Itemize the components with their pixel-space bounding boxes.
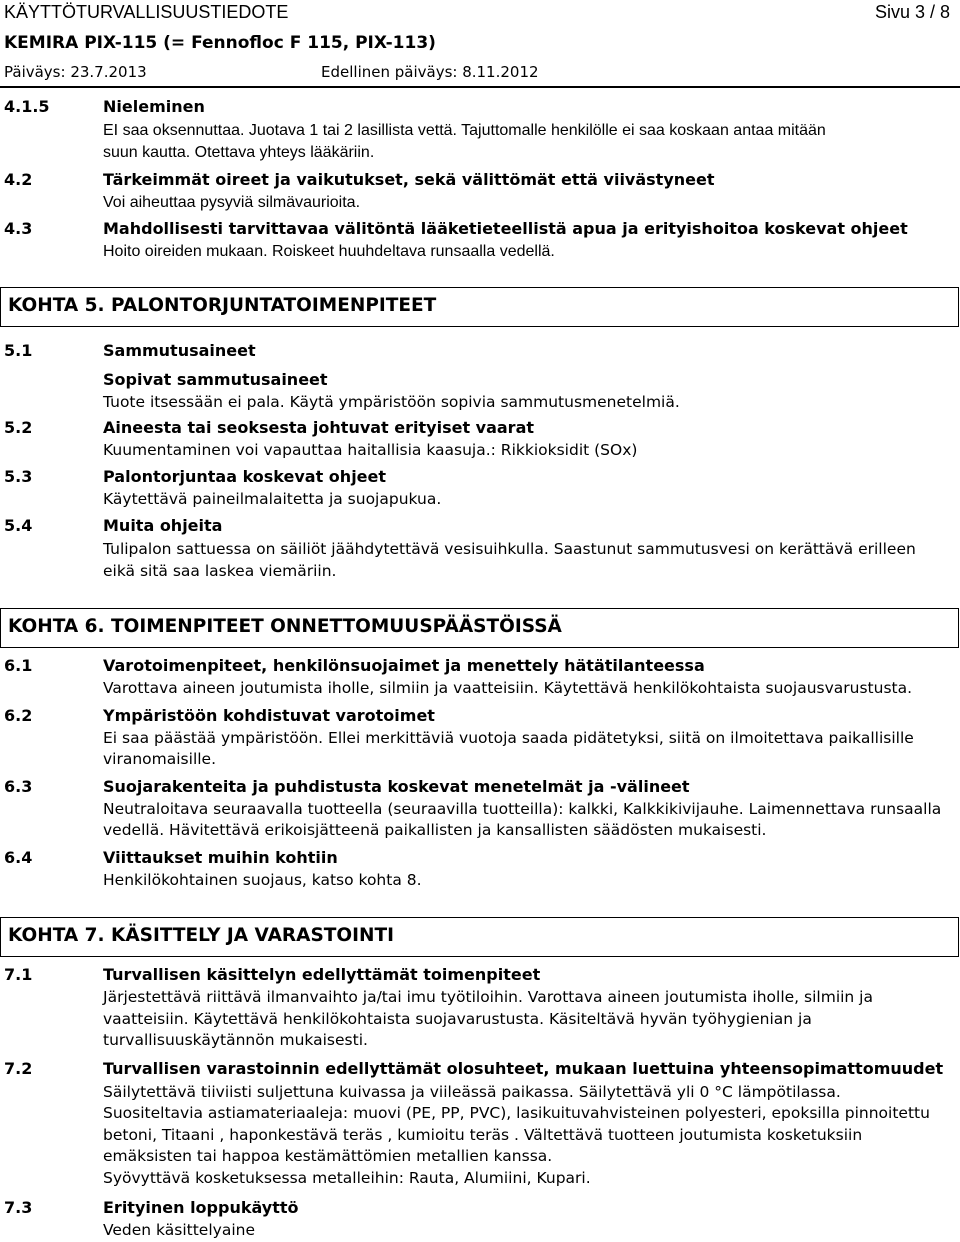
subsection-title: Turvallisen varastoinnin edellyttämät olosuhteet, mukaan luettuina yhteensopimattomuudet [103, 1059, 944, 1078]
subsection-title: Aineesta tai seoksesta johtuvat erityiset vaarat [103, 418, 535, 437]
subsection-number: 4.2 [4, 170, 33, 189]
subsection-title: Ympäristöön kohdistuvat varotoimet [103, 706, 435, 725]
body-text: Varottava aineen joutumista iholle, silmiin ja vaatteisiin. Käytettävä henkilökohtaista suojausvarustusta. [103, 679, 913, 697]
page-number: Sivu 3 / 8 [874, 2, 950, 22]
body-text: vedellä. Hävitettävä erikoisjätteenä paikallisten ja kansallisten säädösten mukaisesti. [103, 821, 767, 839]
subsection-number: 7.1 [4, 965, 33, 984]
subsection-number: 5.1 [4, 341, 33, 360]
body-text: vaatteisiin. Käytettävä henkilökohtaista suojavarustusta. Käsiteltävä hyvän työhygienian ja [103, 1010, 812, 1028]
product-name: KEMIRA PIX-115 (= Fennofloc F 115, PIX-113) [4, 33, 436, 53]
body-text: eikä sitä saa laskea viemäriin. [103, 562, 337, 580]
subsection-number: 6.3 [4, 777, 33, 796]
subsection-number: 7.2 [4, 1059, 33, 1078]
subsection-number: 4.1.5 [4, 97, 50, 116]
subsection-number: 5.2 [4, 418, 33, 437]
body-text: Kuumentaminen voi vapauttaa haitallisia kaasuja.: Rikkioksidit (SOx) [103, 441, 638, 459]
subsection-number: 5.4 [4, 516, 33, 535]
subsection-number: 5.3 [4, 467, 33, 486]
subsection-number: 4.3 [4, 219, 33, 238]
body-text: Neutraloitava seuraavalla tuotteella (seuraavilla tuotteilla): kalkki, Kalkkikivijauhe. Laimennettava runsaalla [103, 800, 942, 818]
body-text: Järjestettävä riittävä ilmanvaihto ja/tai imu työtiloihin. Varottava aineen joutumista iholle, silmiin ja [103, 988, 873, 1006]
body-text: suun kautta. Otettava yhteys lääkäriin. [103, 144, 375, 161]
body-text: Tuote itsessään ei pala. Käytä ympäristöön sopivia sammutusmenetelmiä. [103, 393, 680, 411]
subsection-title: Viittaukset muihin kohtiin [103, 848, 338, 867]
body-text: emäksisten tai happoa kestämättömien metallien kanssa. [103, 1147, 553, 1165]
body-text: Syövyttävä kosketuksessa metalleihin: Rauta, Alumiini, Kupari. [103, 1169, 591, 1187]
section-heading: KOHTA 6. TOIMENPITEET ONNETTOMUUSPÄÄSTÖISSÄ [8, 616, 562, 637]
subsection-title: Turvallisen käsittelyn edellyttämät toimenpiteet [103, 965, 541, 984]
body-text: Voi aiheuttaa pysyviä silmävaurioita. [103, 194, 361, 211]
body-text: Suositeltavia astiamateriaaleja: muovi (PE, PP, PVC), lasikuituvahvisteinen polyesteri, epoksilla pinnoitettu [103, 1104, 930, 1122]
body-text: Ei saa päästää ympäristöön. Ellei merkittäviä vuotoja saada pidätetyksi, siitä on ilmoitettava paikallisille [103, 729, 914, 747]
subsection-title: Mahdollisesti tarvittavaa välitöntä lääketieteellistä apua ja erityishoitoa koskevat ohjeet [103, 219, 908, 238]
header-divider [0, 86, 960, 88]
subsection-title: Tärkeimmät oireet ja vaikutukset, sekä välittömät että viivästyneet [103, 170, 715, 189]
section-heading: KOHTA 5. PALONTORJUNTATOIMENPITEET [8, 295, 437, 316]
body-text: Hoito oireiden mukaan. Roiskeet huuhdeltava runsaalla vedellä. [103, 243, 555, 260]
body-text: Säilytettävä tiiviisti suljettuna kuivassa ja viileässä paikassa. Säilytettävä yli 0 °C lämpötilassa. [103, 1083, 841, 1101]
subsection-title: Erityinen loppukäyttö [103, 1198, 299, 1217]
previous-date: Edellinen päiväys: 8.11.2012 [321, 63, 539, 81]
section-heading: KOHTA 7. KÄSITTELY JA VARASTOINTI [8, 925, 395, 946]
body-text: Käytettävä paineilmalaitetta ja suojapukua. [103, 490, 442, 508]
subsection-title: Sammutusaineet [103, 341, 256, 360]
subheading: Sopivat sammutusaineet [103, 370, 328, 389]
body-text: Henkilökohtainen suojaus, katso kohta 8. [103, 871, 422, 889]
document-type: KÄYTTÖTURVALLISUUSTIEDOTE [4, 2, 289, 22]
revision-date: Päiväys: 23.7.2013 [4, 63, 147, 81]
body-text: turvallisuuskäytännön mukaisesti. [103, 1031, 368, 1049]
subsection-title: Varotoimenpiteet, henkilönsuojaimet ja menettely hätätilanteessa [103, 656, 705, 675]
subsection-title: Muita ohjeita [103, 516, 223, 535]
body-text: betoni, Titaani , haponkestävä teräs , kumioitu teräs . Vältettävä tuotteen joutumista kosketuksiin [103, 1126, 863, 1144]
subsection-number: 7.3 [4, 1198, 33, 1217]
body-text: viranomaisille. [103, 750, 217, 768]
subsection-title: Palontorjuntaa koskevat ohjeet [103, 467, 387, 486]
subsection-number: 6.2 [4, 706, 33, 725]
subsection-title: Nieleminen [103, 97, 205, 116]
subsection-title: Suojarakenteita ja puhdistusta koskevat menetelmät ja -välineet [103, 777, 690, 796]
body-text: EI saa oksennuttaa. Juotava 1 tai 2 lasillista vettä. Tajuttomalle henkilölle ei saa koskaan antaa mitään [103, 122, 826, 139]
body-text: Tulipalon sattuessa on säiliöt jäähdytettävä vesisuihkulla. Saastunut sammutusvesi on kerättävä erilleen [103, 540, 916, 558]
body-text: Veden käsittelyaine [103, 1221, 255, 1239]
subsection-number: 6.1 [4, 656, 33, 675]
subsection-number: 6.4 [4, 848, 33, 867]
